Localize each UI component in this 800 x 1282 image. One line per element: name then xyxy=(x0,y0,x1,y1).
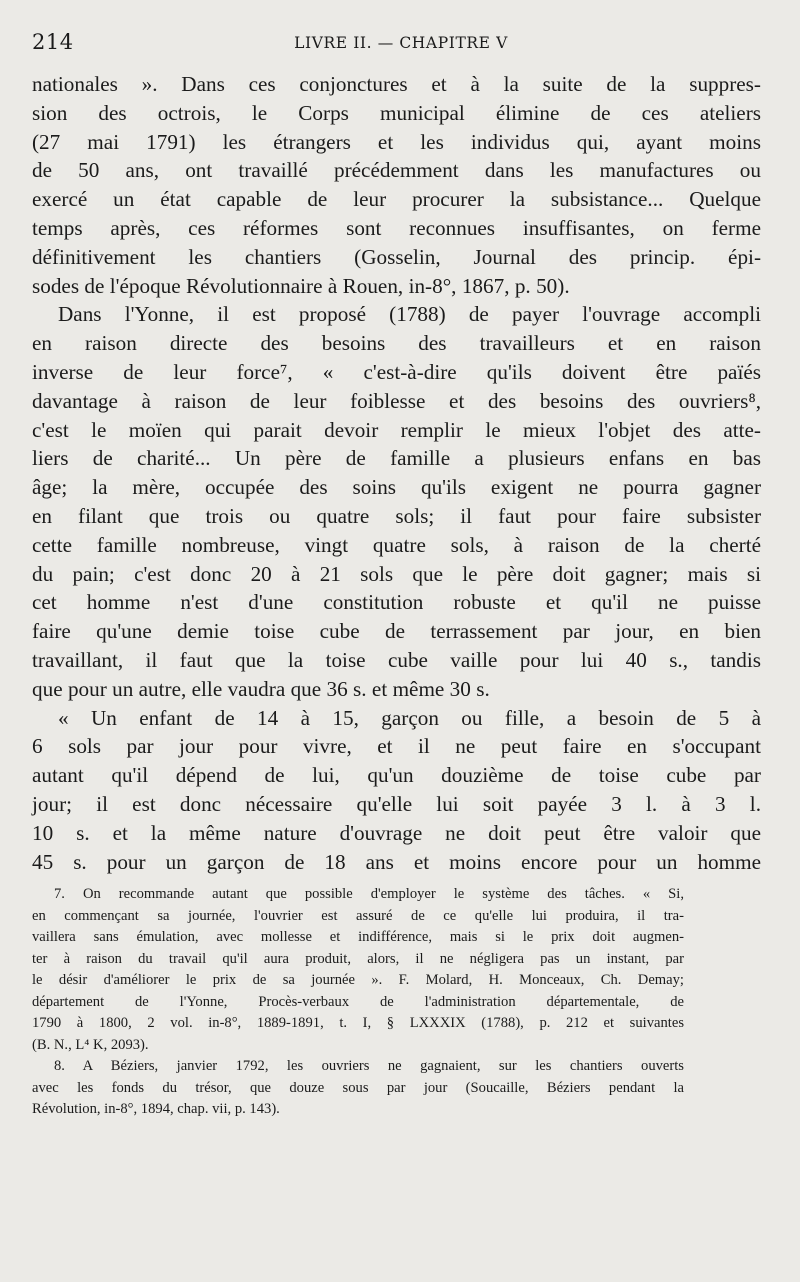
text-line: « Un enfant de 14 à 15, garçon ou fille, a besoin de 5 à xyxy=(58,705,761,730)
text-line: travaillant, il faut que la toise cube vaille pour lui 40 s., tandis xyxy=(32,647,761,672)
footnote-line: vaillera sans émulation, avec mollesse et indifférence, mais si le prix doit augmen- xyxy=(32,929,684,945)
text-line: en raison directe des besoins des travailleurs et en raison xyxy=(32,331,761,356)
text-line: cet homme n'est d'une constitution robuste et qu'il ne puisse xyxy=(32,590,761,615)
footnote-line: (B. N., L⁴ K, 2093). xyxy=(32,1036,149,1053)
text-line: 10 s. et la même nature d'ouvrage ne doit peut être valoir que xyxy=(32,820,761,845)
page-number: 214 xyxy=(32,30,74,54)
text-line: davantage à raison de leur foiblesse et des besoins des ouvriers⁸, xyxy=(32,388,761,413)
footnote-line: 7. On recommande autant que possible d'employer le système des tâches. « Si, xyxy=(54,886,684,902)
footnote-line: Révolution, in-8°, 1894, chap. vii, p. 143). xyxy=(32,1101,280,1117)
footnote-line: 8. A Béziers, janvier 1792, les ouvriers ne gagnaient, sur les chantiers ouverts xyxy=(54,1058,684,1074)
text-line: liers de charité... Un père de famille a plusieurs enfans en bas xyxy=(32,446,761,471)
text-line: nationales ». Dans ces conjonctures et à la suite de la suppres- xyxy=(32,72,761,96)
footnote-line: le désir d'améliorer le prix de sa journée ». F. Molard, H. Monceaux, Ch. Demay; xyxy=(32,972,684,988)
footnote-line: avec les fonds du trésor, que douze sous par jour (Soucaille, Béziers pendant la xyxy=(32,1079,684,1096)
text-line: c'est le moïen qui parait devoir remplir le mieux l'objet des atte- xyxy=(32,417,761,442)
text-line: exercé un état capable de leur procurer la subsistance... Quelque xyxy=(32,187,761,212)
text-line: du pain; c'est donc 20 à 21 sols que le père doit gagner; mais si xyxy=(32,561,761,586)
footnote-line: département de l'Yonne, Procès-verbaux de l'administration départementale, de xyxy=(32,993,684,1010)
text-line: faire qu'une demie toise cube de terrassement par jour, en bien xyxy=(32,619,761,644)
text-line: âge; la mère, occupée des soins qu'ils exigent ne pourra gagner xyxy=(32,475,761,500)
text-line: inverse de leur force⁷, « c'est-à-dire qu'ils doivent être païés xyxy=(32,359,761,384)
footnote-line: en commençant sa journée, l'ouvrier est assuré de ce qu'elle lui produira, il tra- xyxy=(32,907,684,924)
text-line: que pour un autre, elle vaudra que 36 s. et même 30 s. xyxy=(32,676,490,701)
text-line: (27 mai 1791) les étrangers et les individus qui, ayant moins xyxy=(32,129,761,154)
text-line: cette famille nombreuse, vingt quatre sols, à raison de la cherté xyxy=(32,532,761,557)
text-line: autant qu'il dépend de lui, qu'un douzième de toise cube par xyxy=(32,763,761,788)
text-line: Dans l'Yonne, il est proposé (1788) de payer l'ouvrage accompli xyxy=(58,302,761,327)
text-line: sion des octrois, le Corps municipal élimine de ces ateliers xyxy=(32,100,761,125)
text-line: 45 s. pour un garçon de 18 ans et moins encore pour un homme xyxy=(32,849,761,874)
main-text xyxy=(32,70,761,876)
text-line: temps après, ces réformes sont reconnues insuffisantes, on ferme xyxy=(32,215,761,240)
text-line: en filant que trois ou quatre sols; il faut pour faire subsister xyxy=(32,503,761,528)
footnote-line: ter à raison du travail qu'il aura produit, alors, il ne négligera pas un instant, par xyxy=(32,950,684,967)
text-line: sodes de l'époque Révolutionnaire à Rouen, in-8°, 1867, p. 50). xyxy=(32,273,570,298)
text-line: jour; il est donc nécessaire qu'elle lui soit payée 3 l. à 3 l. xyxy=(32,791,761,816)
text-line: de 50 ans, ont travaillé précédemment dans les manufactures ou xyxy=(32,158,761,183)
footnote-line: 1790 à 1800, 2 vol. in-8°, 1889-1891, t. I, § LXXXIX (1788), p. 212 et suivantes xyxy=(32,1015,684,1031)
text-line: 6 sols par jour pour vivre, et il ne peut faire en s'occupant xyxy=(32,734,761,759)
footnotes xyxy=(32,884,684,1121)
running-head: LIVRE II. — CHAPITRE V xyxy=(294,34,508,52)
text-line: définitivement les chantiers (Gosselin, Journal des princip. épi- xyxy=(32,244,761,269)
page-header xyxy=(32,30,770,60)
